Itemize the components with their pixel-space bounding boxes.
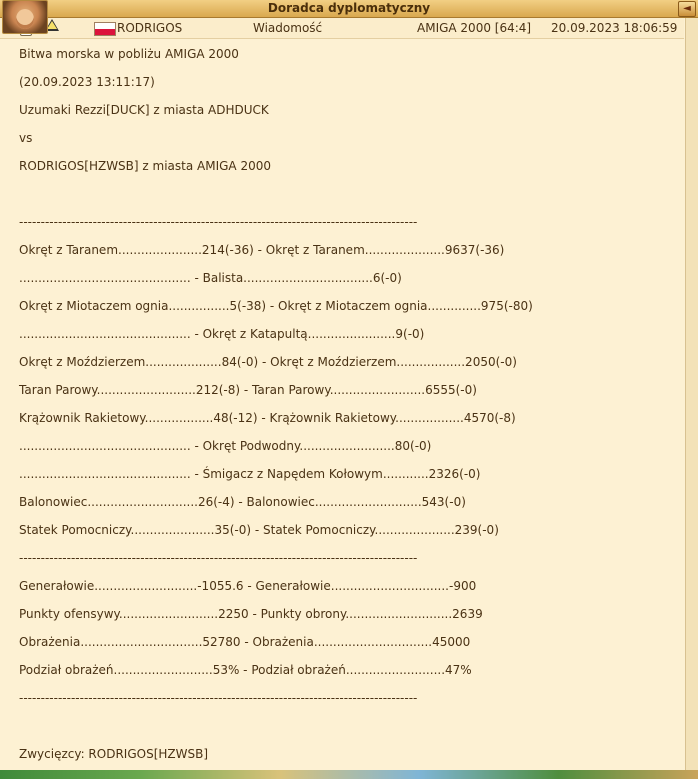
report-line: (20.09.2023 13:11:17) xyxy=(19,75,155,89)
report-line: Uzumaki Rezzi[DUCK] z miasta ADHDUCK xyxy=(19,103,269,117)
report-line xyxy=(19,178,679,206)
report-line: Statek Pomocniczy......................35(-0) - Statek Pomocniczy.....................239(-0) xyxy=(19,523,499,537)
message-datetime: 20.09.2023 18:06:59 xyxy=(551,21,678,35)
window-title: Doradca dyplomatyczny xyxy=(267,1,431,15)
report-line: Okręt z Moździerzem....................84(-0) - Okręt z Moździerzem..................2050(-0) xyxy=(19,355,517,369)
report-line: ............................................. - Okręt z Katapultą.......................9(-0) xyxy=(19,327,425,341)
report-line: RODRIGOS[HZWSB] z miasta AMIGA 2000 xyxy=(19,159,271,173)
sender-name[interactable]: RODRIGOS xyxy=(117,21,183,35)
map-background-strip xyxy=(0,770,698,779)
report-line: vs xyxy=(19,131,33,145)
report-line: Obrażenia................................52780 - Obrażenia...............................45000 xyxy=(19,635,471,649)
window-titlebar xyxy=(0,0,698,18)
report-line: Okręt z Miotaczem ognia................5(-38) - Okręt z Miotaczem ognia..............975(-80) xyxy=(19,299,533,313)
report-line: Balonowiec.............................26(-4) - Balonowiec............................543(-0) xyxy=(19,495,466,509)
report-line: Okręt z Taranem......................214(-36) - Okręt z Taranem.....................9637(-36) xyxy=(19,243,505,257)
back-arrow-icon[interactable]: ◄ xyxy=(678,1,696,17)
report-line: Krążownik Rakietowy..................48(-12) - Krążownik Rakietowy..................4570(-8) xyxy=(19,411,516,425)
report-line: Punkty ofensywy..........................2250 - Punkty obrony............................2639 xyxy=(19,607,483,621)
message-type: Wiadomość xyxy=(253,21,323,35)
report-separator: -------------------------------------------------------------------------------------------- xyxy=(19,215,418,229)
battle-report xyxy=(19,38,679,766)
report-line: ............................................. - Balista..................................6(-0) xyxy=(19,271,402,285)
report-line: Generałowie...........................-1055.6 - Generałowie...............................-900 xyxy=(19,579,477,593)
report-line xyxy=(19,710,679,738)
report-line: Podział obrażeń..........................53% - Podział obrażeń..........................47% xyxy=(19,663,472,677)
report-winner: Zwycięzcy: RODRIGOS[HZWSB] xyxy=(19,747,209,761)
report-line: Bitwa morska w pobliżu AMIGA 2000 xyxy=(19,47,239,61)
city-location[interactable]: AMIGA 2000 [64:4] xyxy=(417,21,532,35)
report-line: Taran Parowy..........................212(-8) - Taran Parowy.........................6555(-0) xyxy=(19,383,477,397)
report-separator: -------------------------------------------------------------------------------------------- xyxy=(19,551,418,565)
report-separator: -------------------------------------------------------------------------------------------- xyxy=(19,691,418,705)
vertical-scrollbar[interactable] xyxy=(685,18,698,770)
report-line: ............................................. - Okręt Podwodny.........................80(-0) xyxy=(19,439,432,453)
message-header-row[interactable] xyxy=(0,18,684,39)
poland-flag-icon xyxy=(94,22,116,36)
report-line: ............................................. - Śmigacz z Napędem Kołowym............2326(-0) xyxy=(19,467,481,481)
advisor-avatar xyxy=(2,0,48,34)
